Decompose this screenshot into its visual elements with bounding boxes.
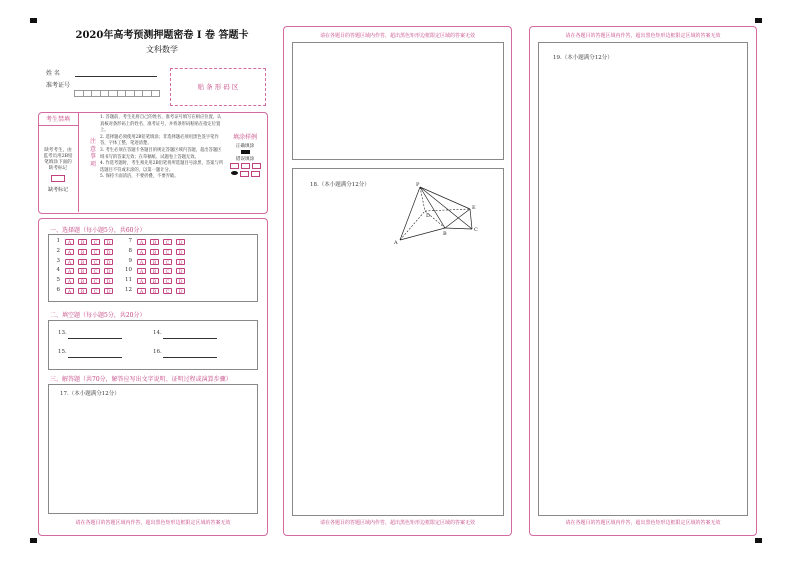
choice-bubble-c[interactable]: C <box>163 259 172 265</box>
boundary-warning: 请在各题目的答题区域内作答，超出黑色矩形边框限定区域的答案无效 <box>319 520 475 526</box>
choice-bubble-a[interactable]: A <box>137 249 146 255</box>
name-field[interactable] <box>75 76 157 77</box>
notice-text: 缺考考生，由监考员用2B铅笔填涂下面的缺考标记 <box>43 148 73 171</box>
answer-box-17[interactable] <box>48 384 258 514</box>
choice-bubble-d[interactable]: D <box>104 288 113 294</box>
figure-label: C <box>474 227 478 233</box>
choice-bubble-a[interactable]: A <box>65 288 74 294</box>
registration-mark <box>755 18 762 23</box>
notice-box <box>38 112 79 212</box>
choice-bubble-b[interactable]: B <box>150 268 159 274</box>
choice-bubble-d[interactable]: D <box>176 268 185 274</box>
choice-bubble-b[interactable]: B <box>150 278 159 284</box>
fill-item: 16. <box>153 349 162 355</box>
correct-fill-sample <box>241 150 250 154</box>
answer-box-19[interactable] <box>538 42 748 516</box>
choice-bubble-b[interactable]: B <box>78 259 87 265</box>
choice-question-number: 1 <box>56 238 60 244</box>
choice-bubble-a[interactable]: A <box>137 288 146 294</box>
answer-section-title: 三、解答题（共70分，解答应写出文字说明、证明过程或演算步骤） <box>50 376 232 383</box>
choice-bubble-a[interactable]: A <box>65 278 74 284</box>
figure-label: A <box>394 240 398 246</box>
choice-bubble-d[interactable]: D <box>104 268 113 274</box>
choice-bubble-a[interactable]: A <box>65 239 74 245</box>
choice-question-number: 5 <box>56 277 60 284</box>
fill-item: 13. <box>58 330 67 336</box>
figure-label: D <box>426 213 431 219</box>
attention-item: 3. 考生必须在答题卡各题目的规定答题区域内答题，超出答题区域书写的答案无效；在草稿纸、试题卷上答题无效。 <box>100 147 222 160</box>
choice-bubble-a[interactable]: A <box>65 249 74 255</box>
choice-bubble-d[interactable]: D <box>176 288 185 294</box>
attention-item: 2. 选择题必须使用2B铅笔填涂；非选择题必须用黑色签字笔作答，字体工整，笔迹清楚。 <box>100 134 219 147</box>
choice-bubble-d[interactable]: D <box>104 239 113 245</box>
choice-bubble-c[interactable]: C <box>91 268 100 274</box>
choice-question-number: 9 <box>128 257 132 264</box>
wrong-fill-samples <box>226 163 264 169</box>
choice-bubble-d[interactable]: D <box>176 249 185 255</box>
choice-bubble-c[interactable]: C <box>163 278 172 284</box>
wrong-fill-samples <box>226 171 264 177</box>
choice-question-number: 6 <box>56 287 60 293</box>
choice-bubble-c[interactable]: C <box>91 288 100 294</box>
attention-item: 1. 答题前，考生先将自己的姓名、准考证号填写在相应位置，认真核对条形码上的姓名、准考证号，并将条形码粘贴在指定位置上。 <box>100 115 222 134</box>
figure-label: P <box>416 182 420 188</box>
choice-bubble-c[interactable]: C <box>91 239 100 245</box>
choice-question-number: 11 <box>125 277 132 284</box>
registration-mark <box>755 538 762 543</box>
fill-box <box>48 320 258 370</box>
choice-bubble-a[interactable]: A <box>137 259 146 265</box>
fill-item: 15. <box>58 349 67 355</box>
fill-answer-line[interactable] <box>68 338 122 339</box>
attention-item: 4. 作选考题时，考生须先用2B铅笔将所选题目号涂黑，答案与所选题目不符或未涂的，以第一题计分。 <box>100 161 224 173</box>
choice-question-number: 12 <box>125 287 132 293</box>
choice-bubble-b[interactable]: B <box>150 239 159 245</box>
fill-answer-line[interactable] <box>163 357 217 358</box>
question-17-label: 17.（本小题满分12分） <box>60 391 120 397</box>
fill-answer-line[interactable] <box>163 338 217 339</box>
sheet-title: 2020年高考预测押题密卷 I 卷 答题卡 <box>75 30 249 41</box>
subject-title: 文科数学 <box>146 45 178 54</box>
choice-bubble-b[interactable]: B <box>150 288 159 294</box>
attention-list <box>100 115 224 181</box>
boundary-warning: 请在各题目的答题区域内作答，超出黑色矩形边框限定区域的答案无效 <box>319 33 475 39</box>
barcode-label: 贴 条 形 码 区 <box>197 83 239 91</box>
question-19-label: 19.（本小题满分12分） <box>553 55 613 61</box>
fill-example-title: 填涂样例 <box>232 134 257 141</box>
choice-bubble-d[interactable]: D <box>104 249 113 255</box>
choice-bubble-b[interactable]: B <box>78 249 87 255</box>
choice-question-number: 8 <box>128 247 132 254</box>
boundary-warning: 请在各题目的答题区域内作答，超出黑色矩形边框限定区域的答案无效 <box>565 33 721 39</box>
boundary-warning: 请在各题目的答题区域内作答，超出黑色矩形边框限定区域的答案无效 <box>565 520 721 526</box>
choice-bubble-c[interactable]: C <box>91 259 100 265</box>
registration-mark <box>30 538 37 543</box>
figure-label: B <box>443 231 447 237</box>
answer-box-16-cont[interactable] <box>292 42 504 160</box>
figure-label: E <box>472 205 476 211</box>
choice-question-number: 7 <box>128 238 132 244</box>
choice-bubble-b[interactable]: B <box>78 288 87 294</box>
choice-bubble-c[interactable]: C <box>163 249 172 255</box>
choice-question-number: 3 <box>56 257 60 264</box>
choice-bubble-d[interactable]: D <box>104 259 113 265</box>
choice-question-number: 2 <box>56 247 60 254</box>
choice-bubble-c[interactable]: C <box>91 249 100 255</box>
name-label: 姓 名 <box>46 70 60 77</box>
fill-item: 14. <box>153 330 162 336</box>
choice-bubble-b[interactable]: B <box>150 249 159 255</box>
wrong-fill-label: 错误填涂 <box>235 157 255 162</box>
choice-section-title: 一、选择题（每小题5分，共60分） <box>50 227 146 234</box>
attention-label: 注意事项 <box>90 138 97 168</box>
question-18-label: 18.（本小题满分12分） <box>310 182 370 188</box>
choice-bubble-b[interactable]: B <box>150 259 159 265</box>
pyramid-figure <box>390 180 490 250</box>
id-label: 准考证号 <box>46 82 71 89</box>
choice-bubble-a[interactable]: A <box>137 278 146 284</box>
fill-example <box>226 132 264 177</box>
choice-bubble-b[interactable]: B <box>78 268 87 274</box>
choice-bubble-c[interactable]: C <box>91 278 100 284</box>
notice-title: 考生禁填 <box>38 114 78 126</box>
choice-bubble-a[interactable]: A <box>137 268 146 274</box>
choice-bubble-a[interactable]: A <box>137 239 146 245</box>
choice-bubble-b[interactable]: B <box>78 278 87 284</box>
choice-bubble-c[interactable]: C <box>163 268 172 274</box>
choice-bubble-d[interactable]: D <box>104 278 113 284</box>
registration-mark <box>30 18 37 23</box>
choice-bubble-d[interactable]: D <box>176 239 185 245</box>
choice-bubble-d[interactable]: D <box>176 259 185 265</box>
choice-question-number: 4 <box>56 267 60 274</box>
choice-question-number: 10 <box>125 267 132 274</box>
choice-bubble-c[interactable]: C <box>163 288 172 294</box>
choice-bubble-d[interactable]: D <box>176 278 185 284</box>
choice-bubble-c[interactable]: C <box>163 239 172 245</box>
attention-item: 5. 保持卡面清洁，不要折叠，不要弄破。 <box>100 174 179 180</box>
correct-fill-label: 正确填涂 <box>235 144 255 149</box>
choice-grid-inner <box>48 234 258 300</box>
boundary-warning: 请在各题目的答题区域内作答，超出黑色矩形边框限定区域的答案无效 <box>75 520 231 526</box>
id-number-boxes[interactable] <box>74 90 160 97</box>
fill-answer-line[interactable] <box>68 357 122 358</box>
choice-bubble-a[interactable]: A <box>65 259 74 265</box>
choice-bubble-a[interactable]: A <box>65 268 74 274</box>
absent-label: 缺考标记 <box>47 187 68 193</box>
fill-section-title: 二、填空题（每小题5分，共20分） <box>50 312 146 319</box>
barcode-area <box>170 68 266 106</box>
absent-bubble[interactable] <box>51 175 65 182</box>
choice-bubble-b[interactable]: B <box>78 239 87 245</box>
